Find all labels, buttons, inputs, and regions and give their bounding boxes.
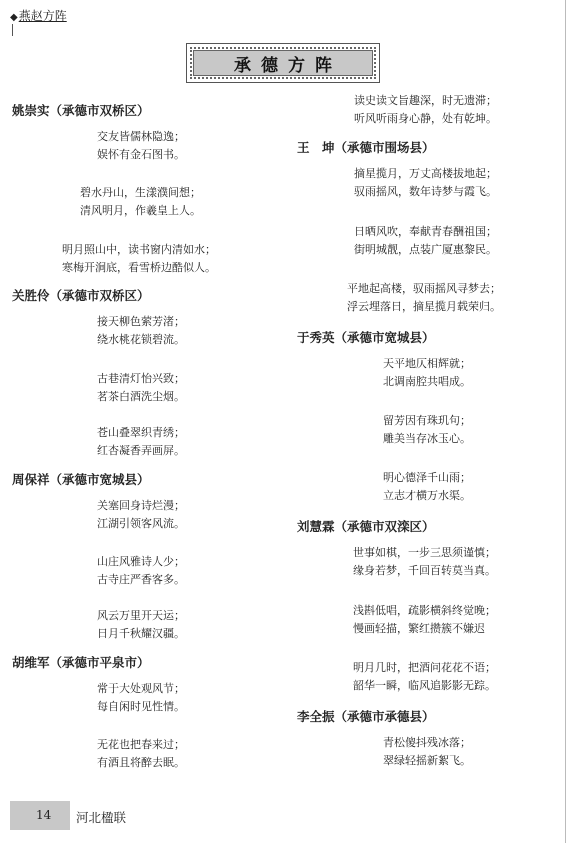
- couplet: [353, 602, 496, 638]
- author-name: 李全振（承德市承德县）: [297, 709, 435, 724]
- couplet: [347, 280, 501, 316]
- couplet-line-lower: 缘身若梦，千回百转莫当真。: [353, 564, 496, 577]
- couplet: [80, 184, 201, 220]
- couplet-line-upper: 苍山叠翠织青绣；: [97, 426, 185, 439]
- couplet: [97, 128, 185, 164]
- couplet-line-upper: 留芳因有珠玑句；: [383, 414, 471, 427]
- couplet-line-upper: 世事如棋，一步三思须谨慎；: [353, 546, 496, 559]
- section-header: [10, 7, 67, 24]
- couplet-line-upper: 天平地仄相辉就；: [383, 357, 471, 370]
- couplet-line-upper: 青松傻抖残冰落；: [383, 736, 471, 749]
- couplet: [97, 313, 185, 349]
- couplet-line-upper: 风云万里开天运；: [97, 609, 185, 622]
- couplet-line-upper: 明月几时，把酒问花花不语；: [353, 661, 496, 674]
- author-name: 姚崇实（承德市双桥区）: [12, 103, 150, 118]
- couplet: [97, 370, 185, 406]
- couplet-line-upper: 日晒风吹，奉献青春酬祖国；: [354, 225, 497, 238]
- couplet: [353, 544, 496, 580]
- couplet-line-lower: 绕水桃花锁碧流。: [97, 333, 185, 346]
- couplet-line-upper: 明心德泽千山雨；: [383, 471, 471, 484]
- author-name: 周保祥（承德市宽城县）: [12, 472, 150, 487]
- couplet-line-lower: 古寺庄严香客多。: [97, 573, 185, 586]
- couplet-line-lower: 娱怀有金石图书。: [97, 148, 185, 161]
- couplet-line-lower: 寒梅开涧底，看雪桥边酷似人。: [62, 261, 216, 274]
- couplet-line-lower: 每自闲时见性情。: [97, 700, 185, 713]
- couplet: [354, 165, 497, 201]
- couplet-line-upper: 无花也把春来过；: [97, 738, 185, 751]
- couplet-line-upper: 交友皆儒林隐逸；: [97, 130, 185, 143]
- couplet-line-lower: 江湖引领客风流。: [97, 517, 185, 530]
- couplet-line-upper: 读史读文旨趣深，时无遗滞；: [354, 94, 497, 107]
- publication-name: 河北楹联: [76, 810, 127, 825]
- couplet-line-upper: 碧水丹山，生漾濮间想；: [80, 186, 201, 199]
- title-frame: [186, 43, 380, 83]
- author-name: 刘慧霖（承德市双滦区）: [297, 519, 435, 534]
- couplet-line-upper: 明月照山中，读书窗内清如水；: [62, 243, 216, 256]
- couplet-line-upper: 山庄风雅诗人少；: [97, 555, 185, 568]
- couplet: [62, 241, 216, 277]
- couplet-line-lower: 立志才横万水渠。: [383, 489, 471, 502]
- couplet: [97, 497, 185, 533]
- couplet-line-upper: 关塞回身诗烂漫；: [97, 499, 185, 512]
- page-number: 14: [36, 808, 52, 822]
- couplet-line-lower: 听风听雨身心静，处有乾坤。: [354, 112, 497, 125]
- diamond-icon: ◆: [10, 12, 18, 23]
- couplet-line-lower: 有酒且将醉去眠。: [97, 756, 185, 769]
- couplet-line-upper: 接天柳色萦芳渚；: [97, 315, 185, 328]
- author-name: 关胜伶（承德市双桥区）: [12, 288, 150, 303]
- couplet-line-lower: 街明城靓，点装广厦惠黎民。: [354, 243, 497, 256]
- couplet: [97, 424, 185, 460]
- couplet-line-lower: 驭雨摇风，数年诗梦与霞飞。: [354, 185, 497, 198]
- couplet-line-upper: 常于大处观风节；: [97, 682, 185, 695]
- couplet: [97, 553, 185, 589]
- page-title: 承德方阵: [234, 55, 342, 76]
- couplet-line-upper: 摘星揽月，万丈高楼拔地起；: [354, 167, 497, 180]
- couplet-line-lower: 浮云埋落日，摘星揽月载荣归。: [347, 300, 501, 313]
- couplet-line-upper: 古巷清灯怡兴致；: [97, 372, 185, 385]
- couplet-line-lower: 慢画轻描，繁红攒簇不嫌迟: [353, 622, 485, 635]
- author-name: 胡维军（承德市平泉市）: [12, 655, 150, 670]
- section-name: 燕赵方阵: [18, 9, 67, 23]
- header-rule: [12, 24, 13, 36]
- couplet: [97, 607, 185, 643]
- couplet-line-lower: 翠绿轻摇新絮飞。: [383, 754, 471, 767]
- couplet-line-lower: 茗茶白酒洗尘烟。: [97, 390, 185, 403]
- couplet-line-lower: 清风明月，作羲皇上人。: [80, 204, 201, 217]
- couplet: [383, 412, 471, 448]
- couplet: [383, 469, 471, 505]
- couplet: [354, 92, 497, 128]
- couplet: [97, 736, 185, 772]
- couplet: [383, 734, 471, 770]
- couplet: [383, 355, 471, 391]
- couplet-line-upper: 浅斟低唱，疏影横斜终觉晚；: [353, 604, 496, 617]
- author-name: 于秀英（承德市宽城县）: [297, 330, 435, 345]
- author-name: 王 坤（承德市围场县）: [297, 140, 435, 155]
- couplet: [354, 223, 497, 259]
- couplet: [353, 659, 496, 695]
- couplet-line-lower: 日月千秋耀汉疆。: [97, 627, 185, 640]
- couplet-line-lower: 韶华一瞬，临风追影影无踪。: [353, 679, 496, 692]
- couplet-line-lower: 北调南腔共唱成。: [383, 375, 471, 388]
- couplet-line-upper: 平地起高楼，驭雨摇风寻梦去；: [347, 282, 501, 295]
- couplet-line-lower: 红杏凝香弄画屏。: [97, 444, 185, 457]
- page-edge-rule: [565, 0, 566, 843]
- couplet-line-lower: 雕美当存冰玉心。: [383, 432, 471, 445]
- couplet: [97, 680, 185, 716]
